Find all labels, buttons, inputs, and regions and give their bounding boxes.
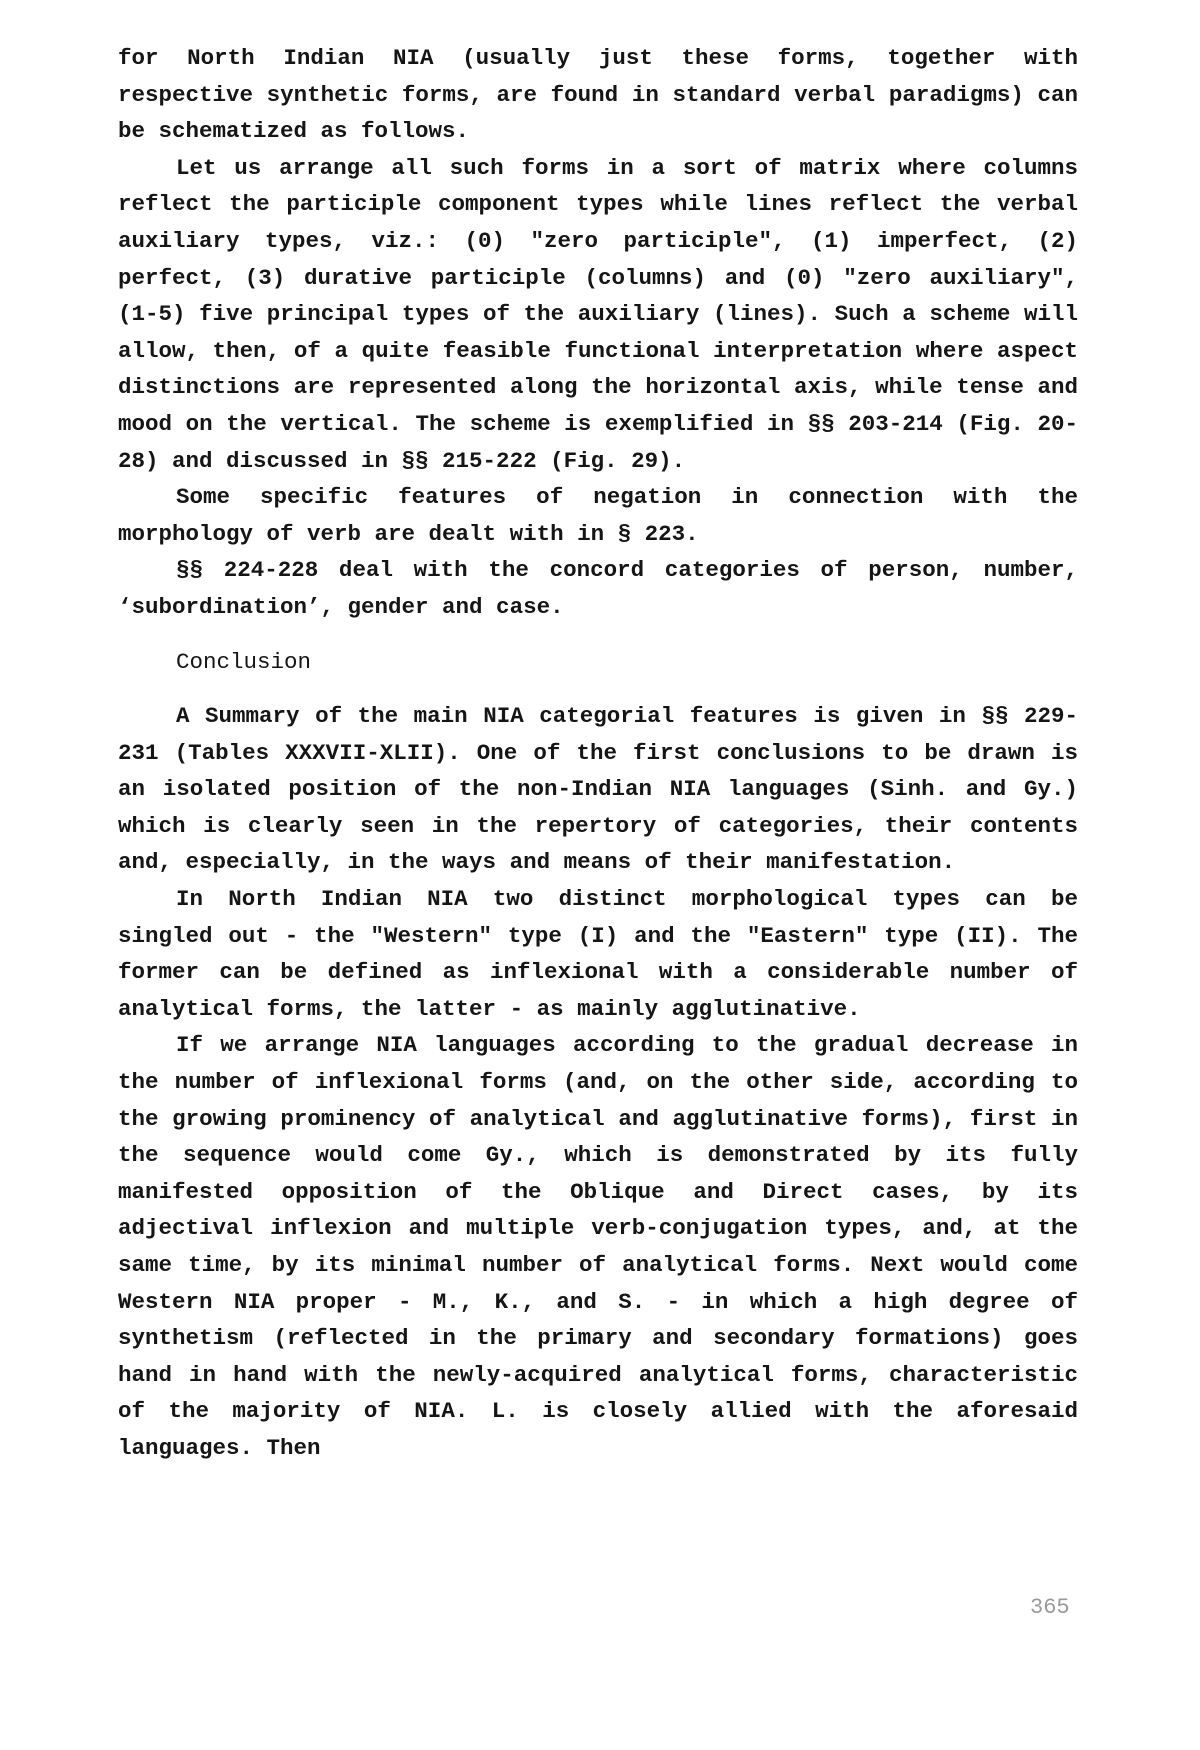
document-page [118,40,1078,1467]
page-number: 365 [1030,1595,1070,1620]
paragraph-continuation: for North Indian NIA (usually just these forms, together with respective synthetic forms, are found in standard verbal paradigms) can be schematized as follows. [118,45,1078,145]
paragraph-language-sequence: If we arrange NIA languages according to the gradual decrease in the number of inflexional forms (and, on the other side, according to the growing prominency of analytical and agglutinative forms), first in the sequence would come Gy., which is demonstrated by its fully manifested opposition of the Oblique and Direct cases, by its adjectival inflexion and multiple verb-conjugation types, and, at the same time, by its minimal number of analytical forms. Next would come Western NIA proper - M., K., and S. - in which a high degree of synthetism (reflected in the primary and secondary formations) goes hand in hand with the newly-acquired analytical forms, characteristic of the majority of NIA. L. is closely allied with the aforesaid languages. Then [118,1032,1078,1461]
section-heading: Conclusion [176,648,312,675]
paragraph-morphological-types: In North Indian NIA two distinct morphological types can be singled out - the "Western" type (I) and the "Eastern" type (II). The former can be defined as inflexional with a considerable number of analytical forms, the latter - as mainly agglutinative. [118,886,1078,1022]
paragraph-matrix-scheme: Let us arrange all such forms in a sort of matrix where columns reflect the participle component types while lines reflect the verbal auxiliary types, viz.: (0) "zero participle", (1) imperfect, (2) perfect, (3) durative participle (columns) and (0) "zero auxiliary", (1-5) five principal types of the auxiliary (lines). Such a scheme will allow, then, of a quite feasible functional interpretation where aspect distinctions are represented along the horizontal axis, while tense and mood on the vertical. The scheme is exemplified in §§ 203-214 (Fig. 20-28) and discussed in §§ 215-222 (Fig. 29). [118,154,1078,474]
paragraph-negation: Some specific features of negation in connection with the morphology of verb are dealt with in § 223. [118,484,1078,547]
paragraph-concord: §§ 224-228 deal with the concord categories of person, number, ‘subordination’, gender and case. [118,557,1078,620]
paragraph-summary: A Summary of the main NIA categorial features is given in §§ 229-231 (Tables XXXVII-XLII). One of the first conclusions to be drawn is an isolated position of the non-Indian NIA languages (Sinh. and Gy.) which is clearly seen in the repertory of categories, their contents and, especially, in the ways and means of their manifestation. [118,703,1078,876]
